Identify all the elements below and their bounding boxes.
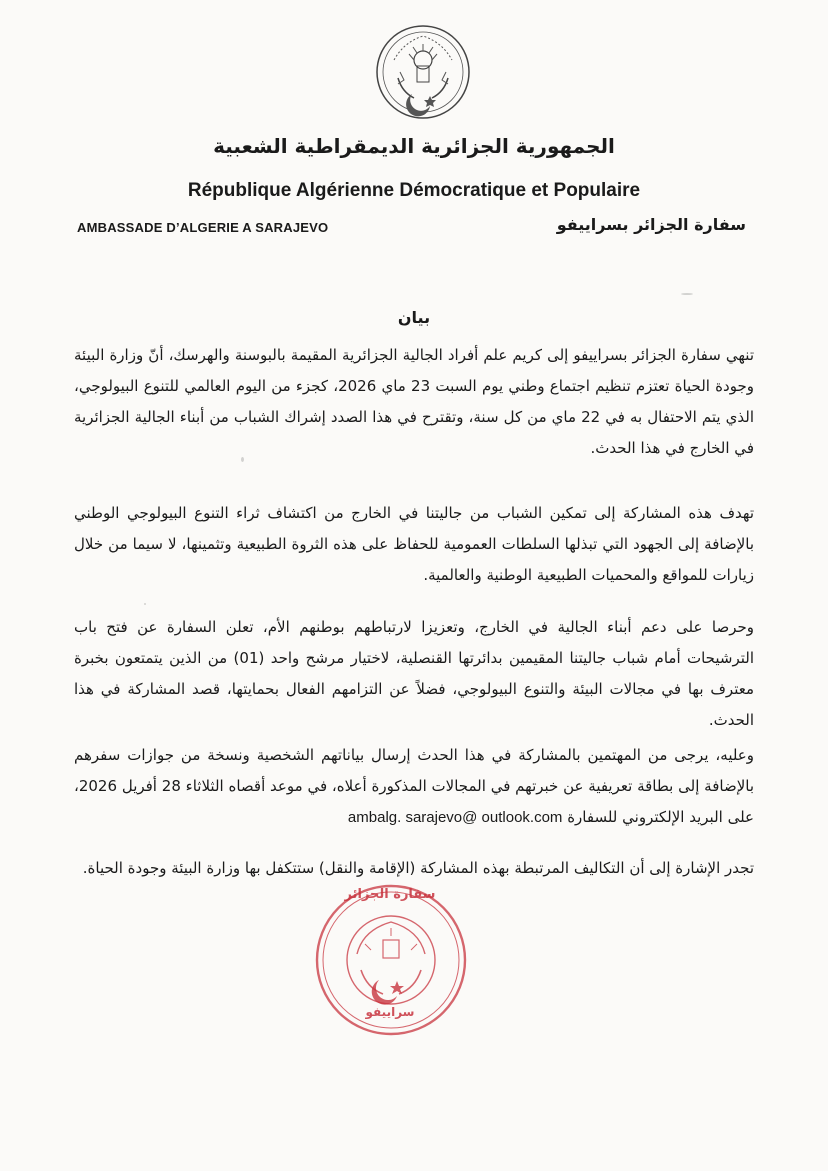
paragraph-2: تهدف هذه المشاركة إلى تمكين الشباب من جاليتنا في الخارج من اكتشاف ثراء التنوع البيولوجي الوطني بالإضافة إلى الجهود التي تبذلها السلطات العمومية للحفاظ على هذه الثروة الطبيعية وتثمينها، لا سيما من خلال زيارات للمواقع والمحميات الطبيعية الوطنية والعالمية. — [74, 504, 754, 584]
paragraph-1: تنهي سفارة الجزائر بسراييفو إلى كريم علم أفراد الجالية الجزائرية المقيمة بالبوسنة والهرسك، أنّ وزارة البيئة وجودة الحياة تعتزم تنظيم اجتماع وطني يوم السبت 23 ماي 2026، كجزء من اليوم العالمي للتنوع البيولوجي، الذي يتم الاحتفال به في 22 ماي من كل سنة، وتقترح في هذا الصدد إشراك الشباب من أبناء الجالية الجزائرية في الخارج في هذا الحدث. — [74, 346, 754, 457]
paragraph-5: تجدر الإشارة إلى أن التكاليف المرتبطة بهذه المشاركة (الإقامة والنقل) ستتكفل بها وزارة البيئة وجودة الحياة. — [82, 859, 754, 877]
country-name-arabic: الجمهورية الجزائرية الديمقراطية الشعبية — [213, 134, 615, 158]
email-address: ambalg. sarajevo@ outlook.com — [347, 809, 563, 826]
paragraph-3: وحرصا على دعم أبناء الجالية في الخارج، وتعزيزا لارتباطهم بوطنهم الأم، تعلن السفارة عن فتح باب الترشيحات أمام شباب جاليتنا المقيمين بدائرتها القنصلية، لاختيار مرشح واحد (01) من الذين يتمتعون بخبرة معترف بها في مجالات البيئة والتنوع البيولوجي، فضلاً عن التزامهم الفعال بحمايتها، قصد المشاركة في هذا الحدث. — [74, 618, 754, 729]
paragraph-4 — [74, 740, 754, 833]
document-heading: بيان — [397, 308, 431, 327]
scan-speck — [144, 603, 146, 605]
scan-speck — [681, 293, 693, 295]
embassy-name-french: AMBASSADE D’ALGERIE A SARAJEVO — [77, 220, 329, 235]
stamp-text-bottom: سراييفو — [365, 1005, 415, 1019]
country-name-french: République Algérienne Démocratique et Populaire — [187, 180, 641, 201]
paragraph-4-text: وعليه، يرجى من المهتمين بالمشاركة في هذا الحدث إرسال بياناتهم الشخصية ونسخة من جوازات سفرهم بالإضافة إلى بطاقة تعريفية عن خبرتهم في المجالات المذكورة أعلاه، في موعد أقصاه الثلاثاء 28 أفريل 2026، على البريد الإلكتروني للسفارة — [74, 746, 755, 826]
scan-speck — [241, 457, 244, 462]
embassy-name-arabic: سفارة الجزائر بسراييفو — [556, 215, 746, 234]
national-emblem-icon — [374, 20, 472, 124]
stamp-text-top: سفارة الجزائر — [344, 887, 436, 902]
